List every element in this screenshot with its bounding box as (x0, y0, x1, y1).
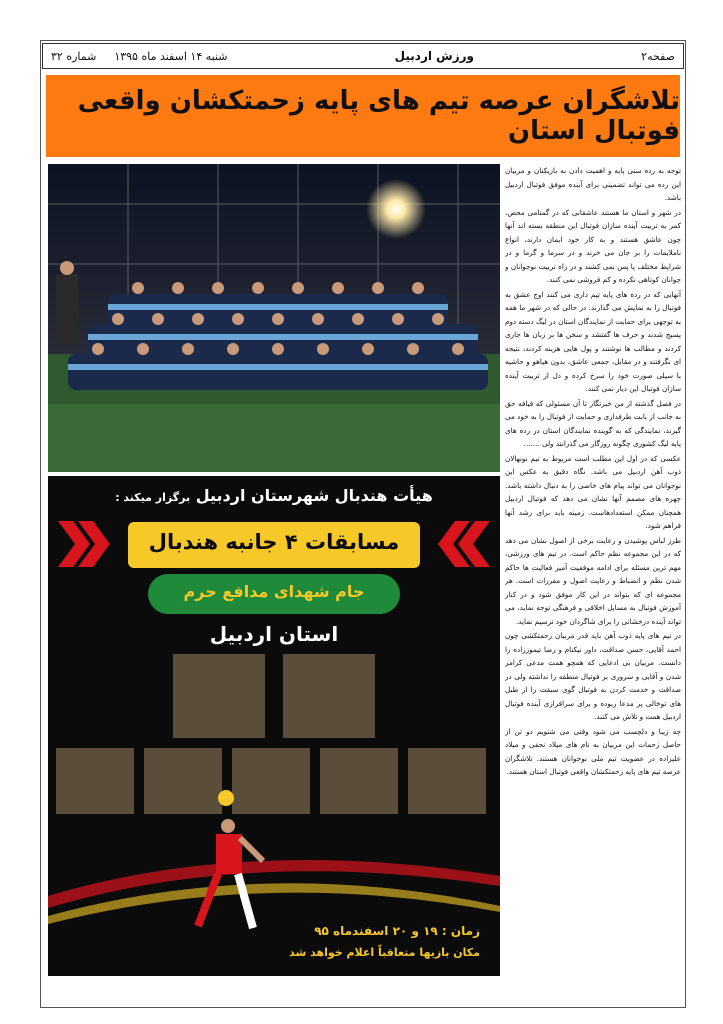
poster-time: زمان : ۱۹ و ۲۰ اسفندماه ۹۵ (314, 924, 480, 938)
article-paragraph: توجه به رده سنی پایه و اهمیت دادن به بازیکنان و مربیان این رده می تواند تضمینی برای آینده موفق فوتبال اردبیل باشد. (505, 166, 681, 202)
article-paragraph: طرز لباس پوشیدن و رعایت برخی از اصول نشان می دهد که در این مجموعه نظم حاکم است. در تیم های ورزشی، مهم ترین مسئله برای ادامه موفقیت آمیز فعالیت ها حاکم شدن نظم و انضباط و رعایت اصول و مقررات است. هر مجموعه ای که بتواند در این کار موفق شود و در کنار آموزش فوتبال به مسایل اخلاقی و فرهنگی توجه نماید، می تواند آینده درخشانی را برای شاگردان خود ترسیم نماید. (505, 535, 681, 626)
issue-number: شماره ۳۲ (51, 49, 97, 63)
handball-poster (48, 476, 500, 976)
poster-province: استان اردبیل (209, 622, 339, 646)
headline-banner (46, 75, 680, 157)
article-paragraph: آنهایی که در رده های پایه تیم داری می کنند اوج عشق به فوتبال را به نمایش می گذارند. در حالی که در شهر ما همه به توجهی برای حمایت از نمایندگان استان در لیگ دسته دوم پسیج شدند و حرف ها گفتشد و سخن ها بر زبان ها جاری کردند و مطالب ها نوشتند و پول هایی هزینه کردند، نتیجه ای نگرفتند و در مقابل، جمعی عاشق، بدون هیاهو و حاشیه با سیلی صورت خود را سرخ کرده و دل از تربیت آینده سازان فوتبال این دیار نمی کنند. (505, 289, 681, 393)
poster-organizer-name: هیأت هندبال شهرستان اردبیل (195, 486, 433, 505)
article-column (505, 164, 681, 974)
issue-date: شنبه ۱۴ اسفند ماه ۱۳۹۵ (114, 49, 228, 63)
article-paragraph: در تیم های پایه ذوب آهن باید قدر مربیان زحمتکشی چون احمد آقایی، حسن صداقت، داور نیکنام و رضا تیموززاده را دانست. مربیان بی ادعایی که همچو همت مدعی کرامر شدن و آقایی و سروری بر فوتبال منطقه را نداشته ولی در صداقت و خدمت کردن به فوتبال گوی سبقت را از طبل های توخالی پر مدعا ربوده و برای سرافرازی آینده فوتبال اردبیل همت و تلاش می کنند. (505, 631, 681, 721)
poster-competition: مسابقات ۴ جانبه هندبال (148, 530, 400, 554)
page-number: صفحه۲ (641, 49, 675, 63)
team-photo (48, 164, 500, 472)
poster-organizer (48, 486, 500, 505)
date-issue (51, 50, 227, 63)
page-header (42, 43, 684, 69)
article-paragraph: در فصل گذشته از من خبرنگار تا آن مسئولی که قیافه حق به جانب از بابت طرفداری و حمایت از فوتبال را به خود می گیرند، نمایندگی که به گوینده نمایندگان استان در رده های پایه لیگ کشوری چگونه روزگار می گذرانند ولی ....... (505, 398, 681, 448)
article-paragraph: در شهر و استان ما هستند عاشقانی که در گمنامی محض، کمر به تربیت آینده سازان فوتبال این منطقه بسته اند آنها چون عاشق هستند و به کار خود ایمان دارند، انواع ناملایمات را بر جان می خرند و در سرما و گرما و در شرایط مختلف پا پس نمی کشند و در راه تربیت نوجوانان و جوانان کوتاهی نکرده و کم فروشی نمی کنند. (505, 207, 681, 284)
poster-cup: جام شهدای مدافع حرم (183, 582, 365, 601)
team-photo-illustration (48, 164, 500, 472)
article-paragraph: چه زیبا و دلچسب می شود وقتی می شنویم دو تن از حاصل زحمات این مربیان به نام های میلاد نجفی و میلاد علیزاده در عضویت تیم ملی نوجوانان هستند. تلاشگران عرصه تیم های پایه زحمتکشان واقعی فوتبال استان هستند. (505, 726, 681, 776)
poster-organizer-suffix: برگزار میکند : (115, 491, 191, 504)
section-title: ورزش اردبیل (394, 49, 474, 63)
poster-venue: مکان بازیها متعاقباً اعلام خواهد شد (289, 946, 480, 959)
article-paragraph: عکسی که در اول این مطلب است مربوط به تیم نونهالان ذوب آهن اردبیل می باشد. نگاه دقیق به عکس این نوجوانان می تواند پیام های خاصی را به دنبال داشته باشد. چهره های مصمم آنها نشان می دهد که فوتبال اردبیل همچنان ممکن استعدادهاست. زمینه باید برای رشد آنها فراهم شود. (505, 453, 681, 530)
headline: تلاشگران عرصه تیم های پایه زحمتکشان واقعی فوتبال استان (77, 86, 680, 146)
